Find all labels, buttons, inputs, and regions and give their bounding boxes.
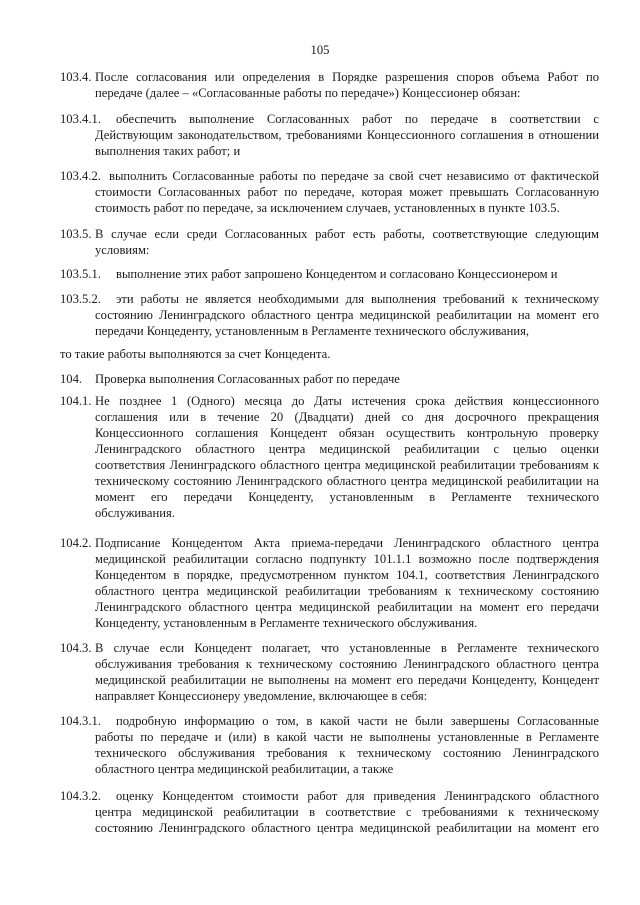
paragraph-104-2 — [60, 535, 599, 631]
paragraph-104-3 — [60, 640, 599, 704]
clause-number: 103.5.1. — [60, 267, 101, 281]
clause-number: 104.3.1. — [60, 714, 101, 728]
paragraph-line: Подписание Концедентом Акта приема-передачи Ленинградского областного центра — [95, 536, 599, 550]
paragraph-line: выполнения таких работ; и — [95, 144, 241, 158]
clause-number: 103.4.1. — [60, 112, 101, 126]
paragraph-line: Концессионного соглашения Концедент обязан осуществить контрольную проверку — [95, 426, 599, 440]
paragraph-103-4 — [60, 69, 599, 101]
paragraph-line: стоимость работ по передаче, за исключением случаев, установленных в пункте 103.5. — [95, 201, 560, 215]
paragraph-line: обслуживания. — [95, 506, 175, 520]
paragraph-line: медицинской реабилитации не выполнены на момент его передачи Концеденту, Концедент — [95, 673, 599, 687]
paragraph-tail — [60, 346, 599, 362]
paragraph-line: передаче (далее – «Согласованные работы по передаче») Концессионер обязан: — [95, 86, 521, 100]
paragraph-line: обслуживания требования к техническому состоянию Ленинградского областного центра — [95, 657, 599, 671]
paragraph-line: передачи Концеденту, установленным в Регламенте технического обслуживания, — [95, 324, 530, 338]
paragraph-line: то такие работы выполняются за счет Концедента. — [60, 347, 331, 361]
paragraph-104-1 — [60, 393, 599, 521]
paragraph-line: выполнение этих работ запрошено Концедентом и согласовано Концессионером и — [116, 267, 558, 281]
clause-number: 104.2. — [60, 536, 92, 550]
clause-number: 103.4.2. — [60, 169, 101, 183]
paragraph-103-4-1 — [60, 111, 599, 159]
paragraph-line: подробную информацию о том, в какой части не были завершены Согласованные — [116, 714, 599, 728]
paragraph-line: областного центра медицинской реабилитации требованиям к техническому состоянию — [95, 584, 599, 598]
paragraph-104-3-1 — [60, 713, 599, 777]
paragraph-line: После согласования или определения в Порядке разрешения споров объема Работ по — [95, 70, 599, 84]
paragraph-103-4-2 — [60, 168, 599, 216]
section-104 — [60, 371, 599, 387]
paragraph-line: стоимости Согласованных работ по передаче, которая может превышать Согласованную — [95, 185, 599, 199]
paragraph-line: состоянию Ленинградского областного центра медицинской реабилитации на момент его — [95, 308, 599, 322]
paragraph-line: медицинской реабилитации согласно подпункту 101.1.1 возможно после подтверждения — [95, 552, 599, 566]
clause-number: 103.5. — [60, 227, 92, 241]
paragraph-line: момент его передачи Концеденту, установленным в Регламенте технического — [95, 490, 599, 504]
paragraph-line: направляет Концессионеру уведомление, включающее в себя: — [95, 689, 428, 703]
paragraph-103-5-2 — [60, 291, 599, 339]
clause-number: 104.3.2. — [60, 789, 101, 803]
paragraph-line: Ленинградского областного центра медицинской реабилитации с целью оценки — [95, 442, 599, 456]
clause-number: 104. — [60, 372, 83, 386]
paragraph-line: В случае если Концедент полагает, что установленные в Регламенте технического — [95, 641, 599, 655]
paragraph-line: центра медицинской реабилитации в соответствие с требованиями к техническому — [95, 805, 599, 819]
paragraph-line: состоянию Ленинградского областного центра медицинской реабилитации на момент его — [95, 821, 599, 835]
clause-number: 103.5.2. — [60, 292, 101, 306]
paragraph-line: областного центра медицинской реабилитации, а также — [95, 762, 394, 776]
paragraph-line: Ленинградского областного центра медицинской реабилитации на момент его передачи — [95, 600, 599, 614]
section-heading: Проверка выполнения Согласованных работ по передаче — [95, 372, 400, 386]
paragraph-line: обеспечить выполнение Согласованных работ по передаче в соответствии с — [116, 112, 599, 126]
paragraph-line: условиям: — [95, 243, 150, 257]
paragraph-104-3-2 — [60, 788, 599, 836]
paragraph-line: соглашения или в течение 20 (Двадцати) дней со дня досрочного прекращения — [95, 410, 599, 424]
paragraph-line: Действующим законодательством, требованиями Концессионного соглашения в отношении — [95, 128, 599, 142]
paragraph-line: В случае если среди Согласованных работ есть работы, соответствующие следующим — [95, 227, 599, 241]
paragraph-line: работы по передаче и (или) в какой части не выполнены установленные в Регламенте — [95, 730, 599, 744]
paragraph-line: Не позднее 1 (Одного) месяца до Даты истечения срока действия концессионного — [95, 394, 599, 408]
clause-number: 104.3. — [60, 641, 92, 655]
paragraph-line: техническому состоянию Ленинградского областного центра медицинской реабилитации на — [95, 474, 599, 488]
paragraph-line: технического обслуживания требования к техническому состоянию Ленинградского — [95, 746, 599, 760]
paragraph-line: Концеденту, установленным в Регламенте технического обслуживания. — [95, 616, 478, 630]
paragraph-line: Концедентом в порядке, предусмотренном пунктом 104.1, соответствия Ленинградского — [95, 568, 599, 582]
paragraph-line: эти работы не является необходимыми для выполнения требований к техническому — [116, 292, 599, 306]
paragraph-line: выполнить Согласованные работы по передаче за свой счет независимо от фактической — [109, 169, 599, 183]
paragraph-line: оценку Концедентом стоимости работ для приведения Ленинградского областного — [116, 789, 599, 803]
clause-number: 104.1. — [60, 394, 92, 408]
paragraph-103-5 — [60, 226, 599, 258]
paragraph-103-5-1 — [60, 266, 599, 282]
clause-number: 103.4. — [60, 70, 92, 84]
paragraph-line: соответствия Ленинградского областного центра медицинской реабилитации требованиям к — [95, 458, 599, 472]
page-number: 105 — [310, 43, 330, 57]
